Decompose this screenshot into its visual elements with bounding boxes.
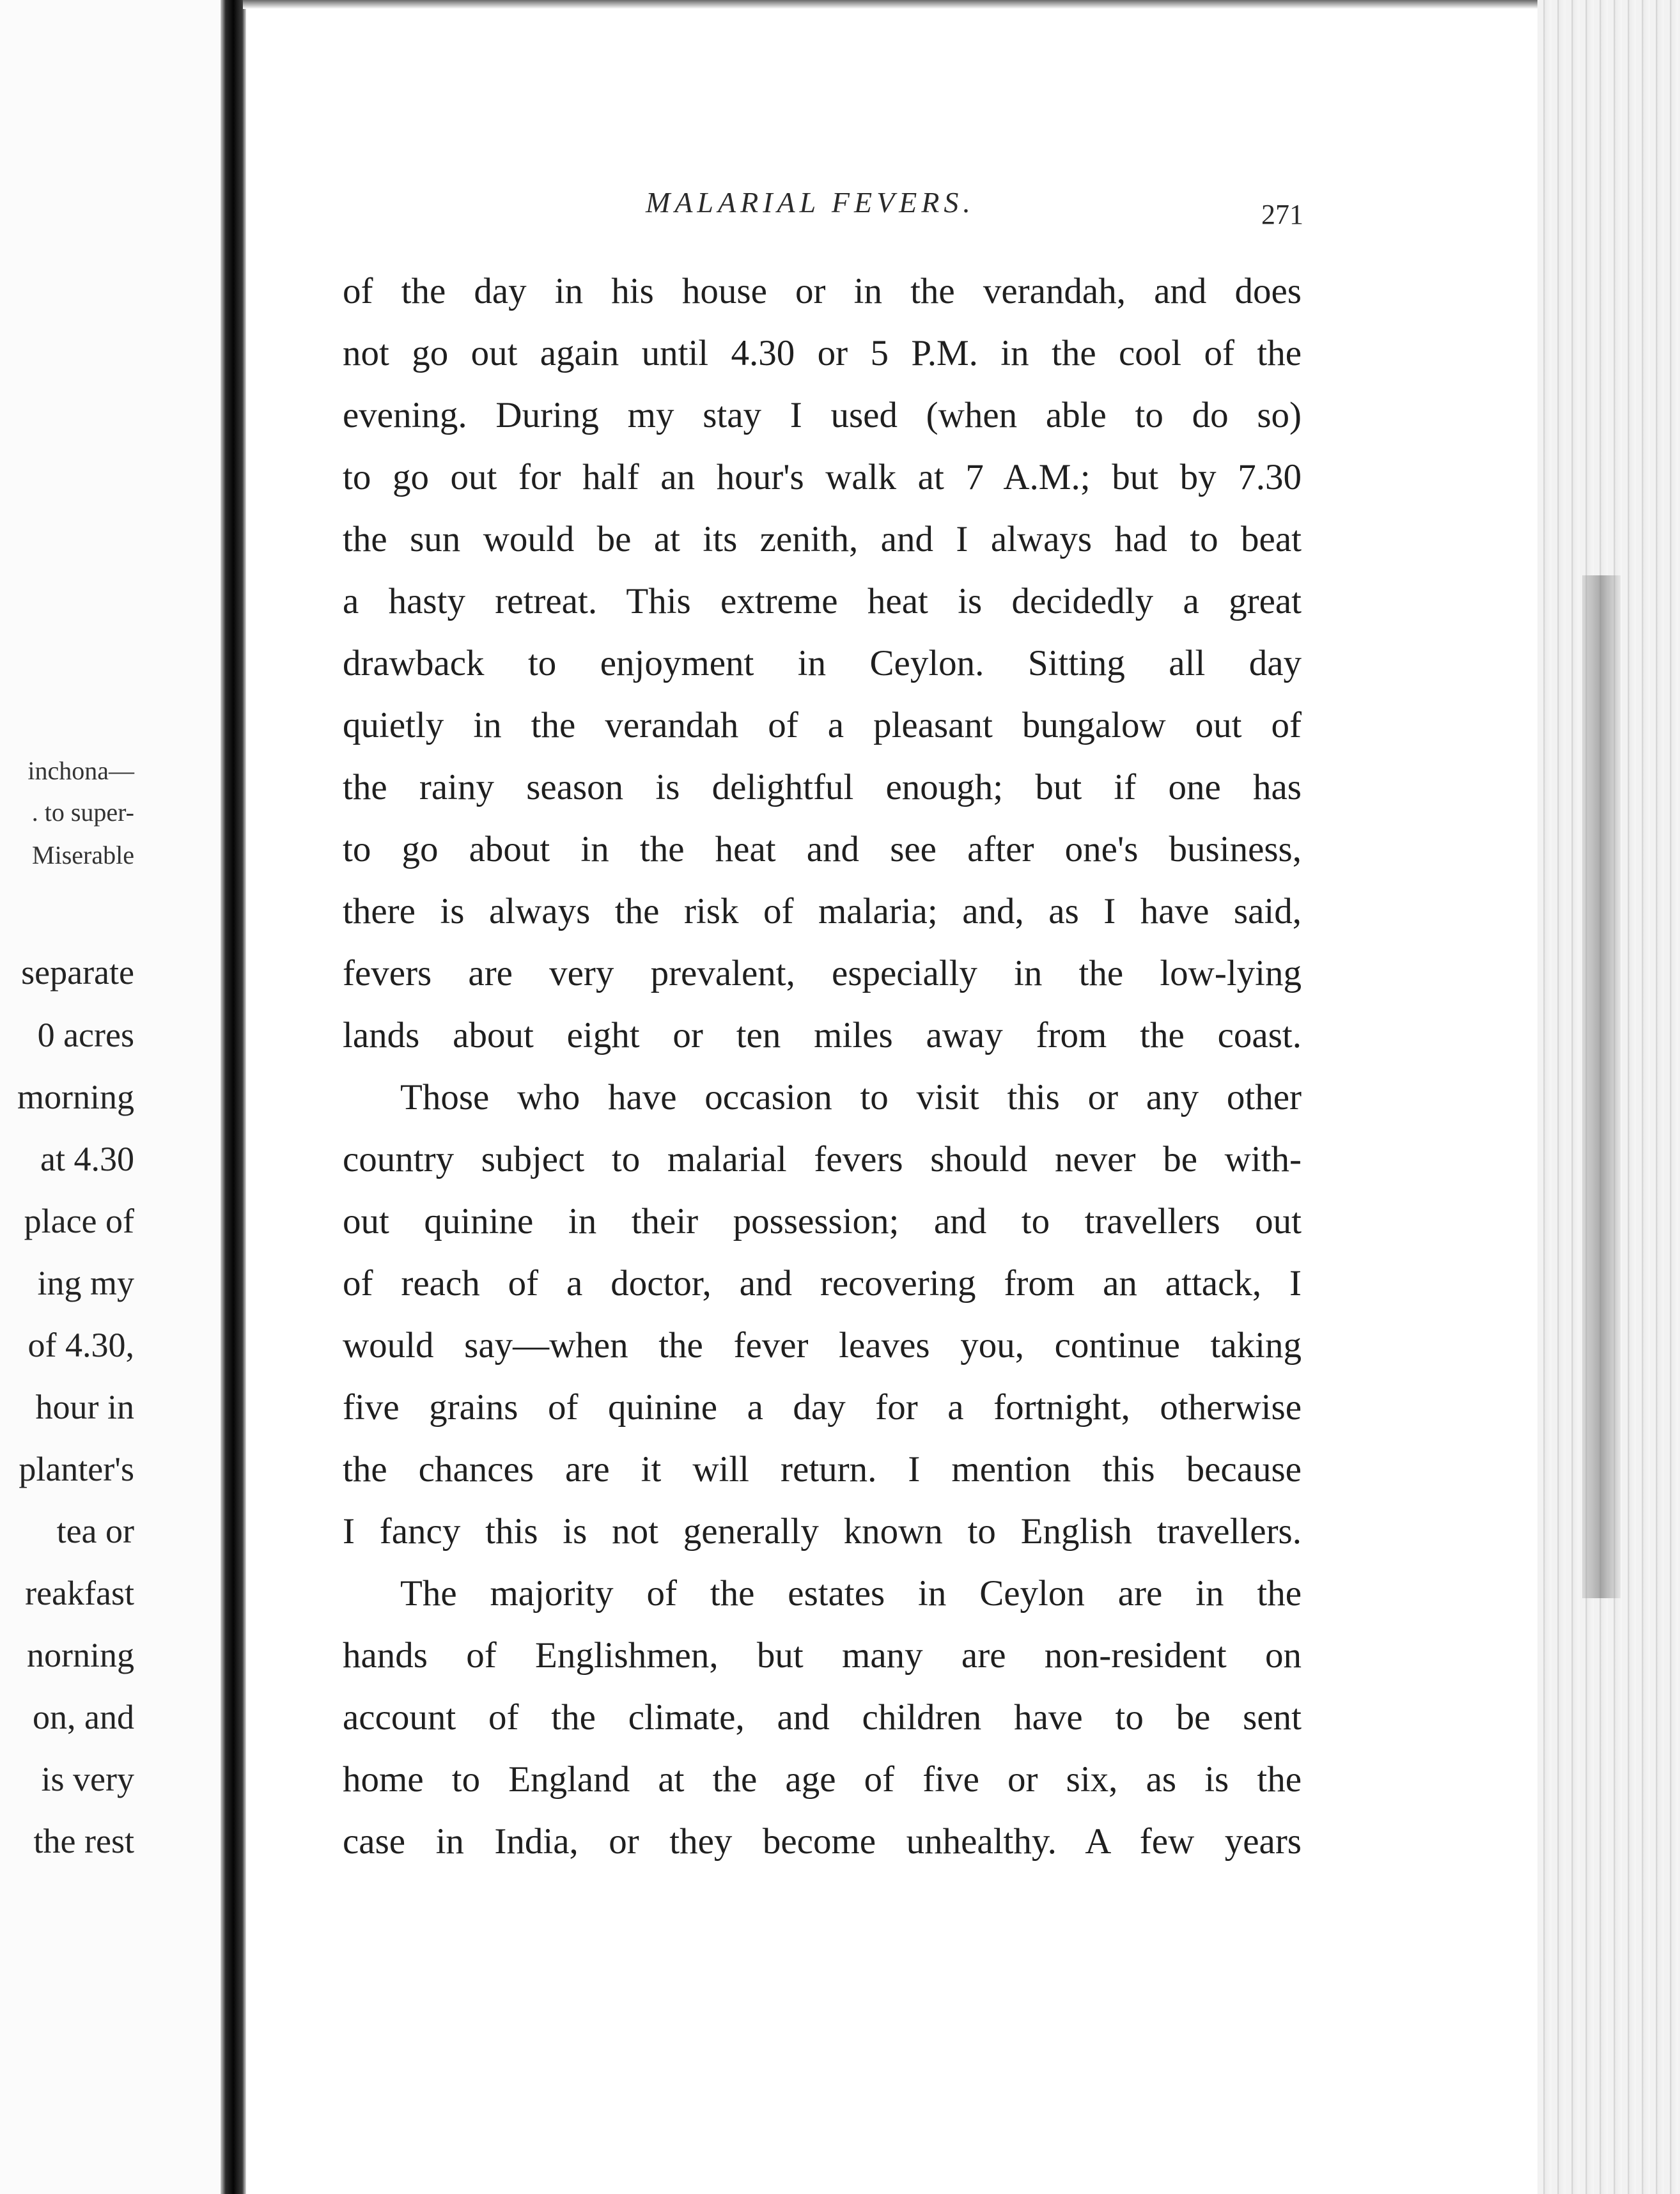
text-line: account of the climate, and children have to be sent	[343, 1697, 1302, 1738]
text-line: five grains of quinine a day for a fortnight, otherwise	[343, 1387, 1302, 1428]
left-page-line: of 4.30,	[27, 1326, 134, 1364]
text-line: the sun would be at its zenith, and I always had to beat	[343, 519, 1302, 559]
book-gutter	[221, 0, 246, 2194]
text-line: to go out for half an hour's walk at 7 A.M.; but by 7.30	[343, 457, 1302, 497]
left-page-line: Miserable	[32, 841, 134, 869]
left-page-line: on, and	[33, 1698, 134, 1736]
left-page-line: inchona—	[27, 756, 134, 785]
running-head: MALARIAL FEVERS.	[646, 186, 975, 219]
left-page-line: at 4.30	[40, 1140, 134, 1178]
left-page-line: tea or	[56, 1512, 134, 1550]
left-page-line: hour in	[35, 1388, 134, 1426]
text-line: fevers are very prevalent, especially in the low-lying	[343, 953, 1302, 993]
text-line: I fancy this is not generally known to English travellers.	[343, 1511, 1302, 1552]
text-line: of reach of a doctor, and recovering from an attack, I	[343, 1263, 1302, 1303]
page-edge-shadow	[1582, 575, 1621, 1598]
left-page-line: ing my	[37, 1264, 134, 1302]
left-page-line: 0 acres	[37, 1016, 134, 1054]
text-line: case in India, or they become unhealthy. A few years	[343, 1821, 1302, 1862]
text-line: country subject to malarial fevers should never be with-	[343, 1139, 1302, 1179]
text-line: out quinine in their possession; and to travellers out	[343, 1201, 1302, 1241]
text-line: of the day in his house or in the verandah, and does	[343, 271, 1302, 311]
left-page-line: . to super-	[31, 798, 134, 827]
left-page-line: separate	[21, 953, 134, 992]
left-page-line: is very	[41, 1760, 134, 1798]
text-line: The majority of the estates in Ceylon are in the	[400, 1573, 1302, 1614]
text-line: drawback to enjoyment in Ceylon. Sitting all day	[343, 643, 1302, 683]
text-line: evening. During my stay I used (when able to do so)	[343, 395, 1302, 435]
text-line: Those who have occasion to visit this or any other	[400, 1077, 1302, 1117]
left-page-line: place of	[24, 1202, 134, 1240]
page-number: 271	[1261, 199, 1303, 230]
text-line: the rainy season is delightful enough; but if one has	[343, 767, 1302, 807]
text-line: a hasty retreat. This extreme heat is decidedly a great	[343, 581, 1302, 621]
text-line: the chances are it will return. I mention this because	[343, 1449, 1302, 1490]
text-line: quietly in the verandah of a pleasant bungalow out of	[343, 705, 1302, 745]
left-page-line: norning	[27, 1636, 134, 1674]
text-line: there is always the risk of malaria; and, as I have said,	[343, 891, 1302, 931]
text-line: home to England at the age of five or six, as is the	[343, 1759, 1302, 1800]
page-top-shadow	[243, 0, 1553, 9]
text-line: not go out again until 4.30 or 5 P.M. in the cool of the	[343, 333, 1302, 373]
text-line: lands about eight or ten miles away from the coast.	[343, 1015, 1302, 1055]
text-line: would say—when the fever leaves you, continue taking	[343, 1325, 1302, 1365]
text-line: to go about in the heat and see after one's business,	[343, 829, 1302, 869]
previous-page-fragment	[0, 0, 224, 2194]
left-page-line: the rest	[33, 1822, 134, 1860]
left-page-line: reakfast	[25, 1574, 134, 1612]
left-page-line: morning	[17, 1078, 134, 1116]
body-text	[343, 260, 1302, 1872]
text-line: hands of Englishmen, but many are non-resident on	[343, 1635, 1302, 1676]
page-edges	[1537, 0, 1680, 2194]
left-page-line: planter's	[19, 1450, 134, 1488]
